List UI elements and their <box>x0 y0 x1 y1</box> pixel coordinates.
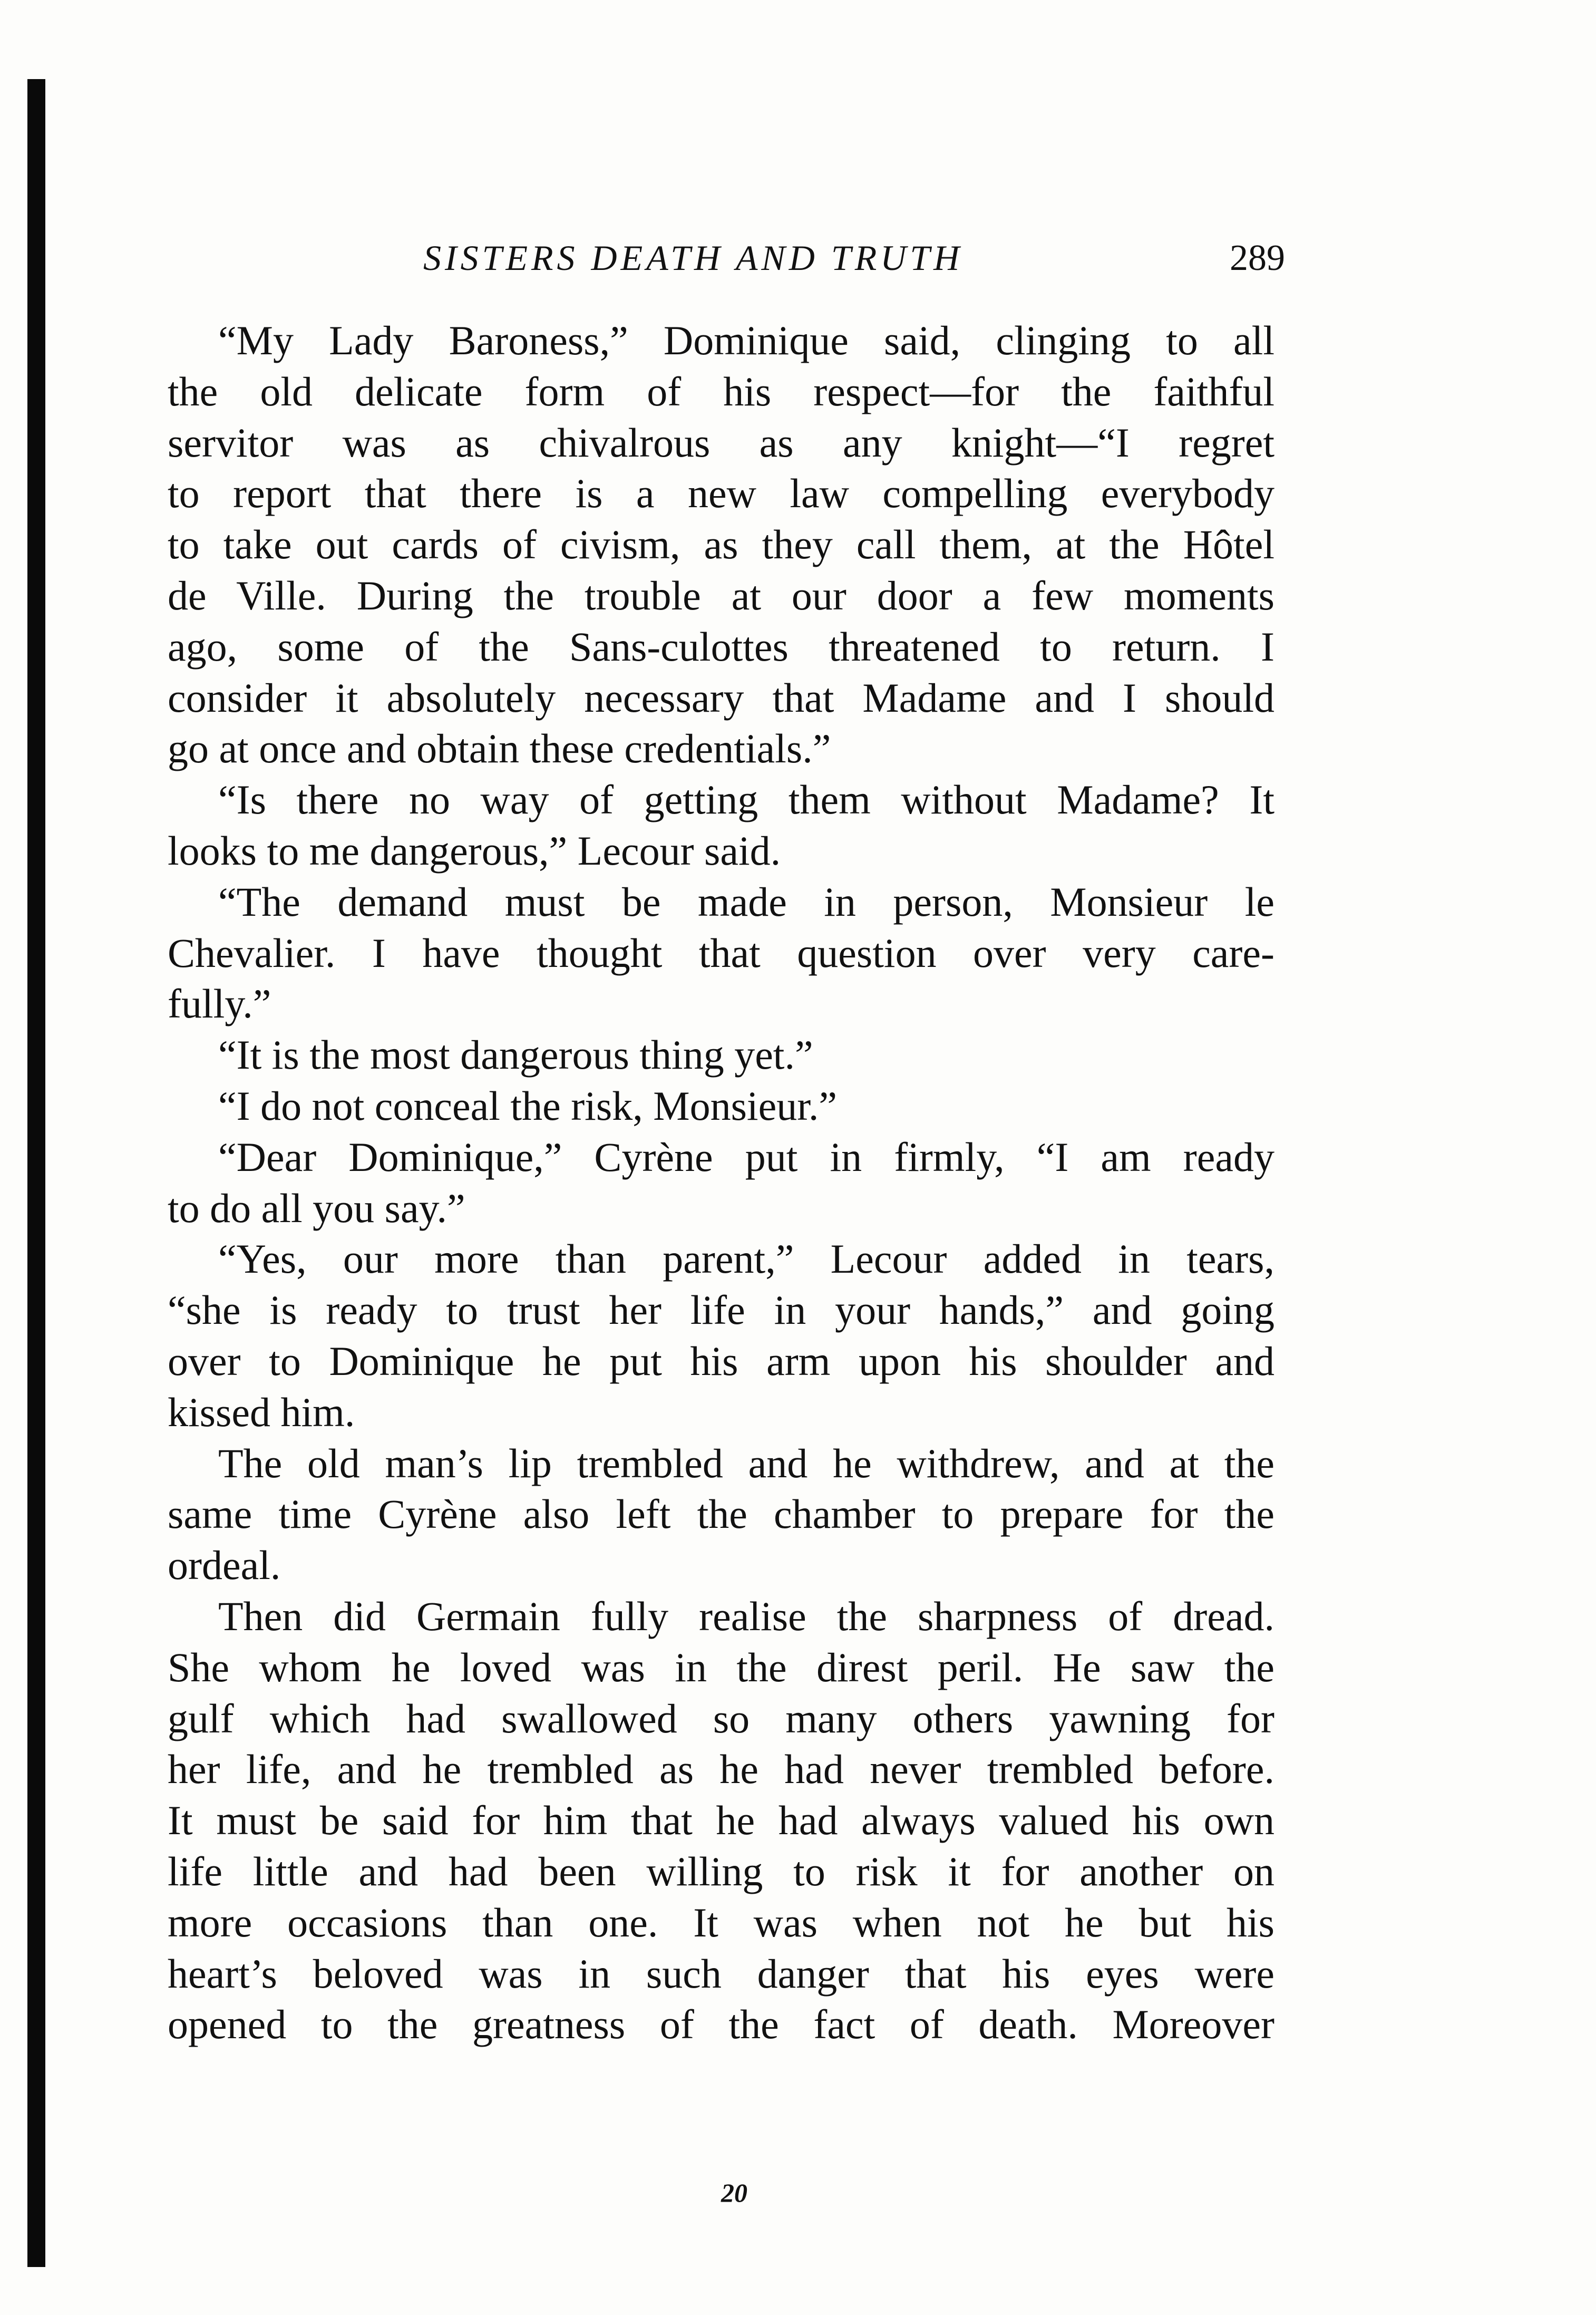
text-line: It must be said for him that he had always valued his own <box>168 1797 1274 1844</box>
text-line: ordeal. <box>168 1542 281 1588</box>
text-line: “Is there no way of getting them without Madame? It <box>218 777 1274 823</box>
text-line: “Yes, our more than parent,” Lecour added in tears, <box>218 1236 1274 1282</box>
text-line: “I do not conceal the risk, Monsieur.” <box>218 1082 837 1129</box>
text-line: “My Lady Baroness,” Dominique said, clinging to all <box>218 317 1274 363</box>
binding-edge <box>27 79 45 2267</box>
text-line: ago, some of the Sans-culottes threatened to return. I <box>168 623 1274 670</box>
text-line: more occasions than one. It was when not he but his <box>168 1899 1274 1945</box>
text-line: heart’s beloved was in such danger that his eyes were <box>168 1950 1274 1997</box>
running-title: SISTERS DEATH AND TRUTH <box>423 238 964 278</box>
text-line: same time Cyrène also left the chamber to prepare for the <box>168 1491 1274 1537</box>
text-line: “It is the most dangerous thing yet.” <box>218 1032 813 1078</box>
text-line: life little and had been willing to risk it for another on <box>168 1848 1274 1894</box>
text-line: servitor was as chivalrous as any knight—“I regret <box>168 419 1274 466</box>
text-line: The old man’s lip trembled and he withdrew, and at the <box>218 1440 1274 1486</box>
body-text <box>168 315 1274 2050</box>
text-line: “The demand must be made in person, Monsieur le <box>218 878 1274 925</box>
signature-mark: 20 <box>721 2178 747 2207</box>
page-header <box>168 237 1306 279</box>
text-line: gulf which had swallowed so many others yawning for <box>168 1695 1274 1741</box>
text-line: the old delicate form of his respect—for the faithful <box>168 368 1274 414</box>
text-line: Then did Germain fully realise the sharpness of dread. <box>218 1593 1274 1639</box>
text-line: to take out cards of civism, as they call them, at the Hôtel <box>168 521 1274 568</box>
text-line: her life, and he trembled as he had never trembled before. <box>168 1746 1274 1793</box>
page-number: 289 <box>1230 238 1285 278</box>
text-line: “Dear Dominique,” Cyrène put in firmly, “I am ready <box>218 1134 1274 1180</box>
text-line: “she is ready to trust her life in your hands,” and going <box>168 1287 1274 1333</box>
text-line: to do all you say.” <box>168 1185 465 1231</box>
text-line: looks to me dangerous,” Lecour said. <box>168 827 781 874</box>
text-line: opened to the greatness of the fact of death. Moreover <box>168 2001 1274 2048</box>
text-line: Chevalier. I have thought that question over very care- <box>168 929 1274 976</box>
text-line: consider it absolutely necessary that Madame and I should <box>168 674 1274 721</box>
text-line: de Ville. During the trouble at our door a few moments <box>168 572 1274 618</box>
text-line: go at once and obtain these credentials.” <box>168 725 831 772</box>
text-line: kissed him. <box>168 1389 355 1435</box>
text-line: over to Dominique he put his arm upon his shoulder and <box>168 1338 1274 1384</box>
text-line: She whom he loved was in the direst peril. He saw the <box>168 1644 1274 1690</box>
text-line: to report that there is a new law compelling everybody <box>168 470 1274 517</box>
text-line: fully.” <box>168 981 271 1027</box>
